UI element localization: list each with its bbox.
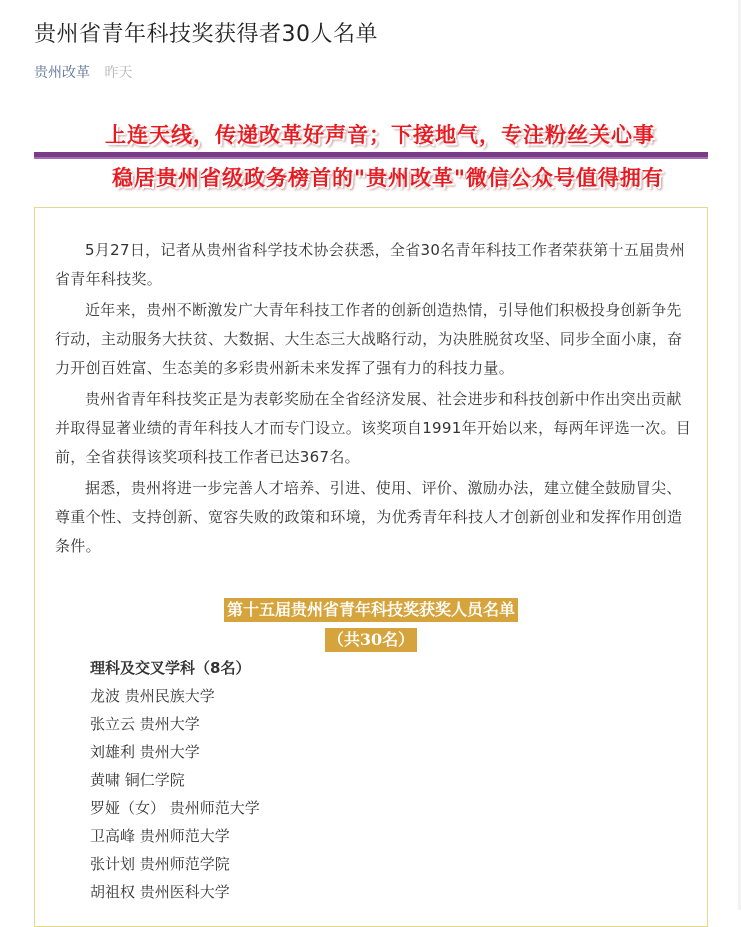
- promo-banner: [34, 114, 708, 198]
- banner-divider: [34, 152, 708, 159]
- article-body: [55, 236, 695, 563]
- winners-list: [90, 654, 260, 906]
- article-title: 贵州省青年科技奖获得者30人名单: [34, 22, 378, 47]
- list-item: 罗娅（女） 贵州师范大学: [90, 799, 260, 817]
- list-item: 龙波 贵州民族大学: [90, 687, 215, 705]
- publish-time: 昨天: [104, 65, 133, 81]
- account-name-link[interactable]: 贵州改革: [34, 65, 90, 81]
- paragraph-3: 贵州省青年科技奖正是为表彰奖励在全省经济发展、社会进步和科技创新中作出突出贡献并取得显著业绩的青年科技人才而专门设立。该奖项自1991年开始以来，每两年评选一次。目前，全省获得该奖项科技工作者已达367名。: [55, 390, 692, 466]
- list-item: 胡祖权 贵州医科大学: [90, 883, 230, 901]
- paragraph-4: 据悉，贵州将进一步完善人才培养、引进、使用、评价、激励办法，建立健全鼓励冒尖、尊重个性、支持创新、宽容失败的政策和环境，为优秀青年科技人才创新创业和发挥作用创造条件。: [55, 479, 683, 555]
- list-item: 卫高峰 贵州师范大学: [90, 827, 230, 845]
- winners-count: （共30名）: [325, 628, 417, 652]
- winners-heading: 第十五届贵州省青年科技奖获奖人员名单: [224, 598, 518, 622]
- paragraph-1: 5月27日，记者从贵州省科学技术协会获悉，全省30名青年科技工作者荣获第十五届贵州省青年科技奖。: [55, 241, 686, 288]
- banner-slogan-line2: 稳居贵州省级政务榜首的"贵州改革"微信公众号值得拥有: [112, 165, 664, 190]
- list-item: 张计划 贵州师范学院: [90, 855, 230, 873]
- winners-heading-block: [34, 598, 708, 652]
- paragraph-2: 近年来，贵州不断激发广大青年科技工作者的创新创造热情，引导他们积极投身创新争先行动，主动服务大扶贫、大数据、大生态三大战略行动，为决胜脱贫攻坚、同步全面小康，奋力开创百姓富、生态美的多彩贵州新未来发挥了强有力的科技力量。: [55, 301, 683, 377]
- article-meta: [34, 62, 132, 82]
- list-item: 张立云 贵州大学: [90, 715, 200, 733]
- list-item: 刘雄利 贵州大学: [90, 743, 200, 761]
- list-item: 黄啸 铜仁学院: [90, 771, 185, 789]
- banner-slogan-line1: 上连天线，传递改革好声音；下接地气，专注粉丝关心事: [105, 122, 655, 147]
- category-title: 理科及交叉学科（8名）: [90, 659, 251, 677]
